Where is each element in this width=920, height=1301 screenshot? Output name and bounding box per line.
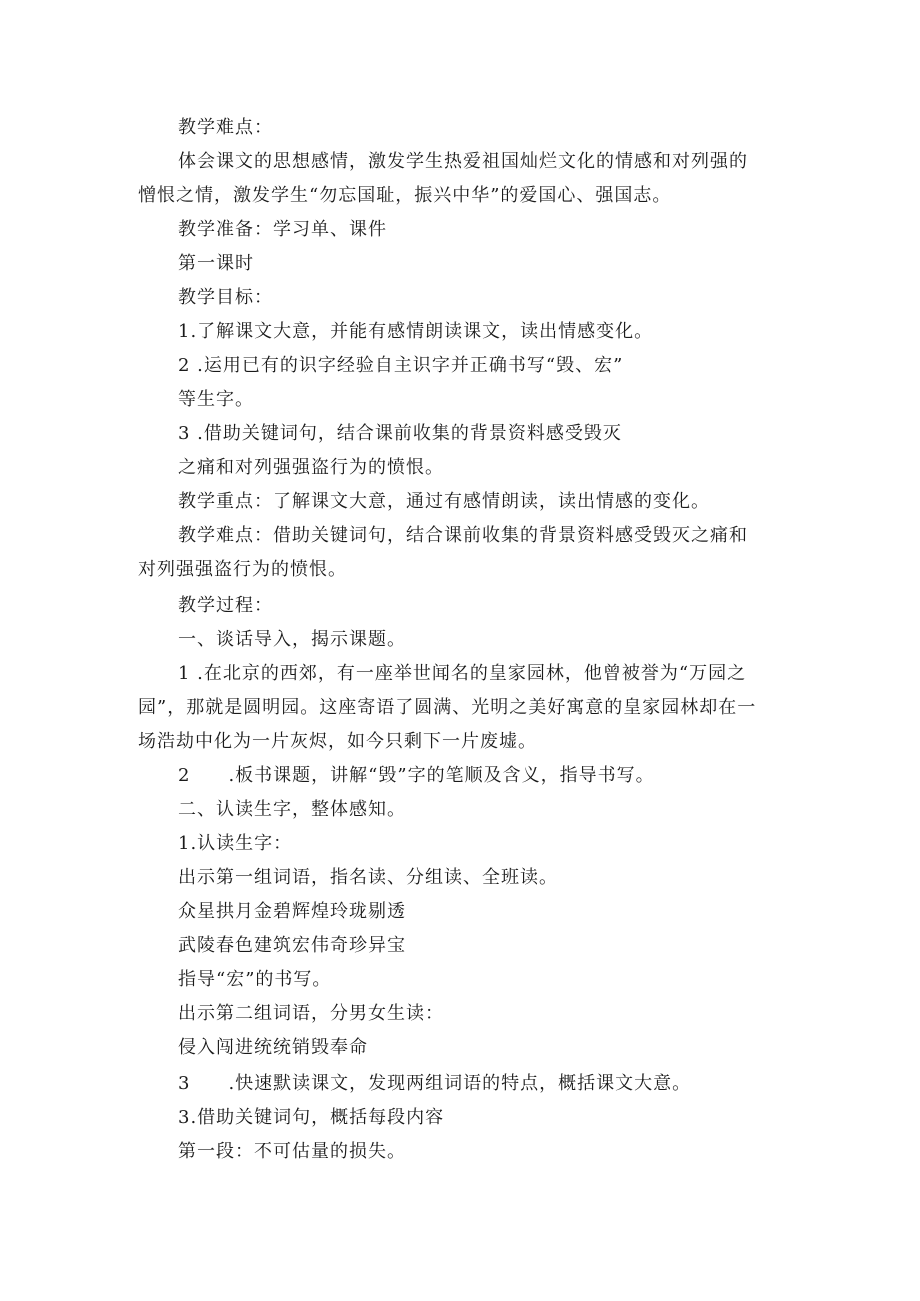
list-item: 2 .运用已有的识字经验自主识字并正确书写“毁、宏”	[178, 355, 624, 376]
word-group: 众星拱月金碧辉煌玲珑剔透	[178, 901, 406, 922]
section-heading: 二、认读生字，整体感知。	[178, 799, 406, 820]
paragraph-line: 教学难点：	[178, 117, 273, 138]
list-item: 2 .板书课题，讲解“毁”字的笔顺及含义，指导书写。	[178, 765, 655, 786]
list-item-continuation: 场浩劫中化为一片灰烬，如今只剩下一片废墟。	[138, 731, 537, 752]
list-item-continuation: 园”，那就是圆明园。这座寄语了圆满、光明之美好寓意的皇家园林却在一	[138, 697, 757, 718]
list-item: 3.借助关键词句，概括每段内容	[178, 1107, 445, 1128]
list-item: 3 .快速默读课文，发现两组词语的特点，概括课文大意。	[178, 1073, 692, 1094]
list-item: 1.认读生字：	[178, 833, 293, 854]
word-group: 武陵春色建筑宏伟奇珍异宝	[178, 935, 406, 956]
paragraph-line: 教学过程：	[178, 595, 273, 616]
list-item-continuation: 之痛和对列强强盗行为的愤恨。	[178, 457, 444, 478]
section-heading: 第一课时	[178, 253, 254, 274]
word-group: 侵入闯进统统销毁奉命	[178, 1037, 368, 1058]
list-item: 1 .在北京的西郊，有一座举世闻名的皇家园林，他曾被誉为“万园之	[178, 663, 747, 684]
paragraph-line: 教学重点：了解课文大意，通过有感情朗读，读出情感的变化。	[178, 491, 710, 512]
paragraph-line: 出示第一组词语，指名读、分组读、全班读。	[178, 867, 558, 888]
paragraph-line: 指导“宏”的书写。	[178, 969, 332, 990]
paragraph-line: 憎恨之情，激发学生“勿忘国耻，振兴中华”的爱国心、强国志。	[138, 185, 672, 206]
list-item: 3 .借助关键词句，结合课前收集的背景资料感受毁灭	[178, 423, 622, 444]
paragraph-line: 体会课文的思想感情，激发学生热爱祖国灿烂文化的情感和对列强的	[178, 151, 748, 172]
list-item: 1.了解课文大意，并能有感情朗读课文，读出情感变化。	[178, 321, 654, 342]
paragraph-line: 出示第二组词语，分男女生读：	[178, 1003, 444, 1024]
list-item-continuation: 等生字。	[178, 389, 254, 410]
paragraph-line: 教学难点：借助关键词句，结合课前收集的背景资料感受毁灭之痛和	[178, 525, 748, 546]
paragraph-line: 教学准备：学习单、课件	[178, 219, 387, 240]
paragraph-line: 教学目标：	[178, 287, 273, 308]
paragraph-line: 第一段：不可估量的损失。	[178, 1141, 406, 1162]
paragraph-line: 对列强强盗行为的愤恨。	[138, 559, 347, 580]
section-heading: 一、谈话导入，揭示课题。	[178, 629, 406, 650]
